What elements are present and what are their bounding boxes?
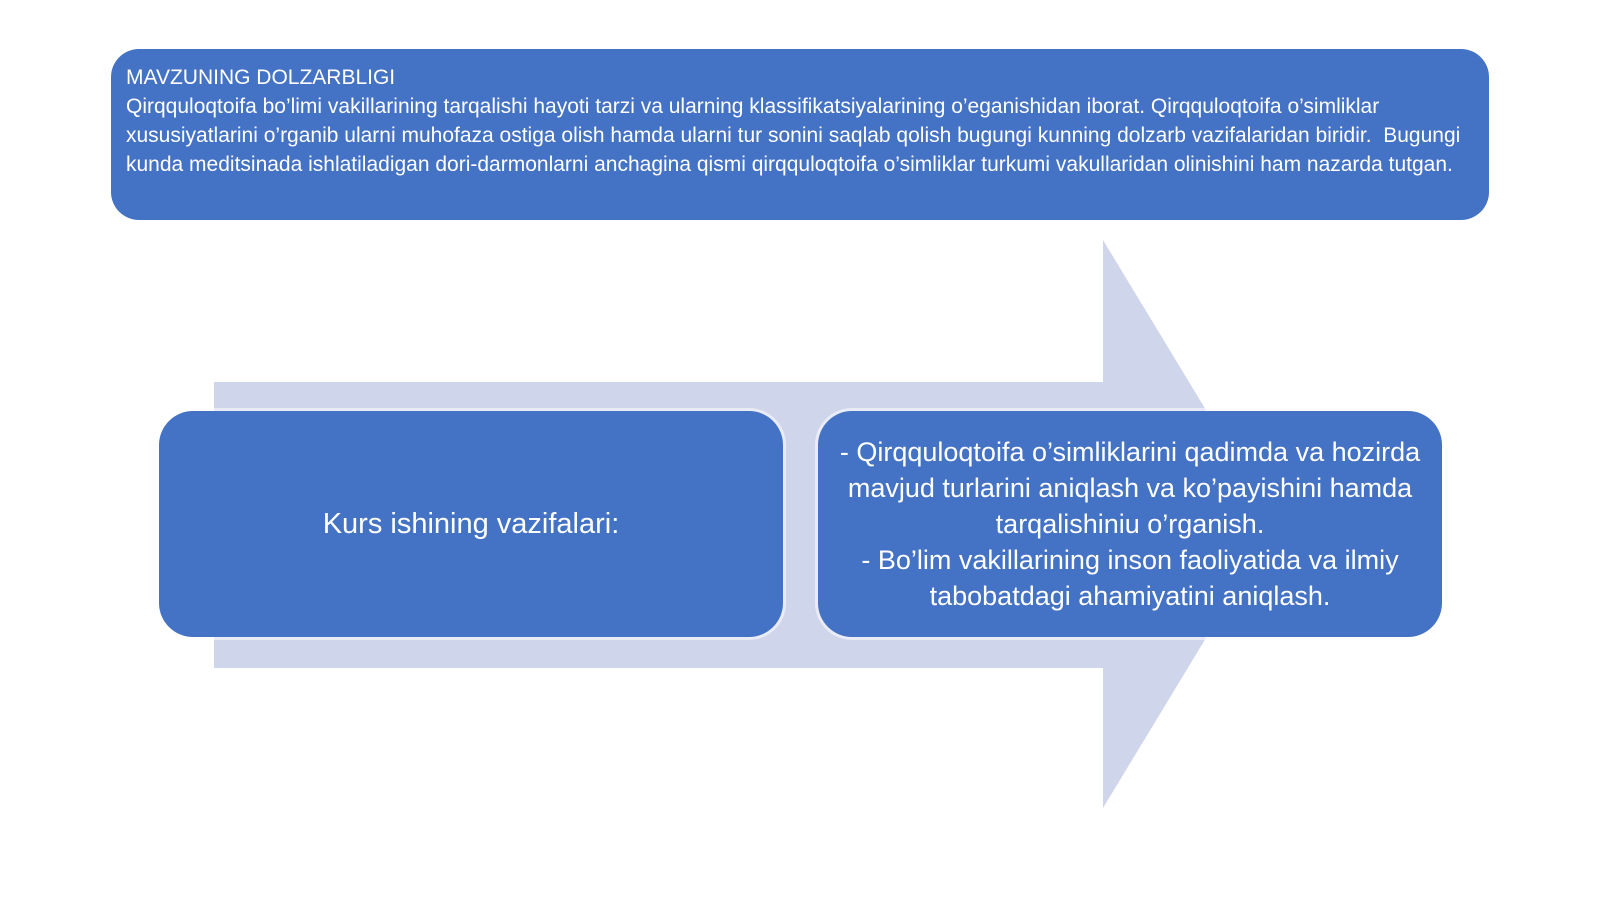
task-item: - Qirqquloqtoifa o’simliklarini qadimda va hozirda mavjud turlarini aniqlash va ko’payishini hamda tarqalishiniu o’rganish. (839, 437, 1421, 539)
relevance-heading: MAVZUNING DOLZARBLIGI (126, 66, 396, 89)
course-tasks-card (159, 411, 783, 637)
tasks-list (834, 434, 1426, 614)
tasks-list-card (818, 411, 1442, 637)
course-tasks-label: Kurs ishining vazifalari: (322, 508, 620, 540)
task-item: - Bo’lim vakillarining inson faoliyatida va ilmiy tabobatdagi ahamiyatini aniqlash. (861, 545, 1399, 611)
relevance-text: Qirqquloqtoifa bo’limi vakillarining tarqalishi hayoti tarzi va ularning klassifikatsiyalarining o’eganishidan iborat. Qirqquloqtoifa o’simliklar xususiyatlarini o’rganib ularni muhofaza ostiga olish hamda ularni tur sonini saqlab qolish bugungi kunning dolzarb vazifalaridan biridir. Bugungi kunda meditsinada ishlatiladigan dori-darmonlarni anchagina qismi qirqquloqtoifa o’simliklar turkumi vakullaridan olinishini ham nazarda tutgan. (126, 95, 1467, 176)
